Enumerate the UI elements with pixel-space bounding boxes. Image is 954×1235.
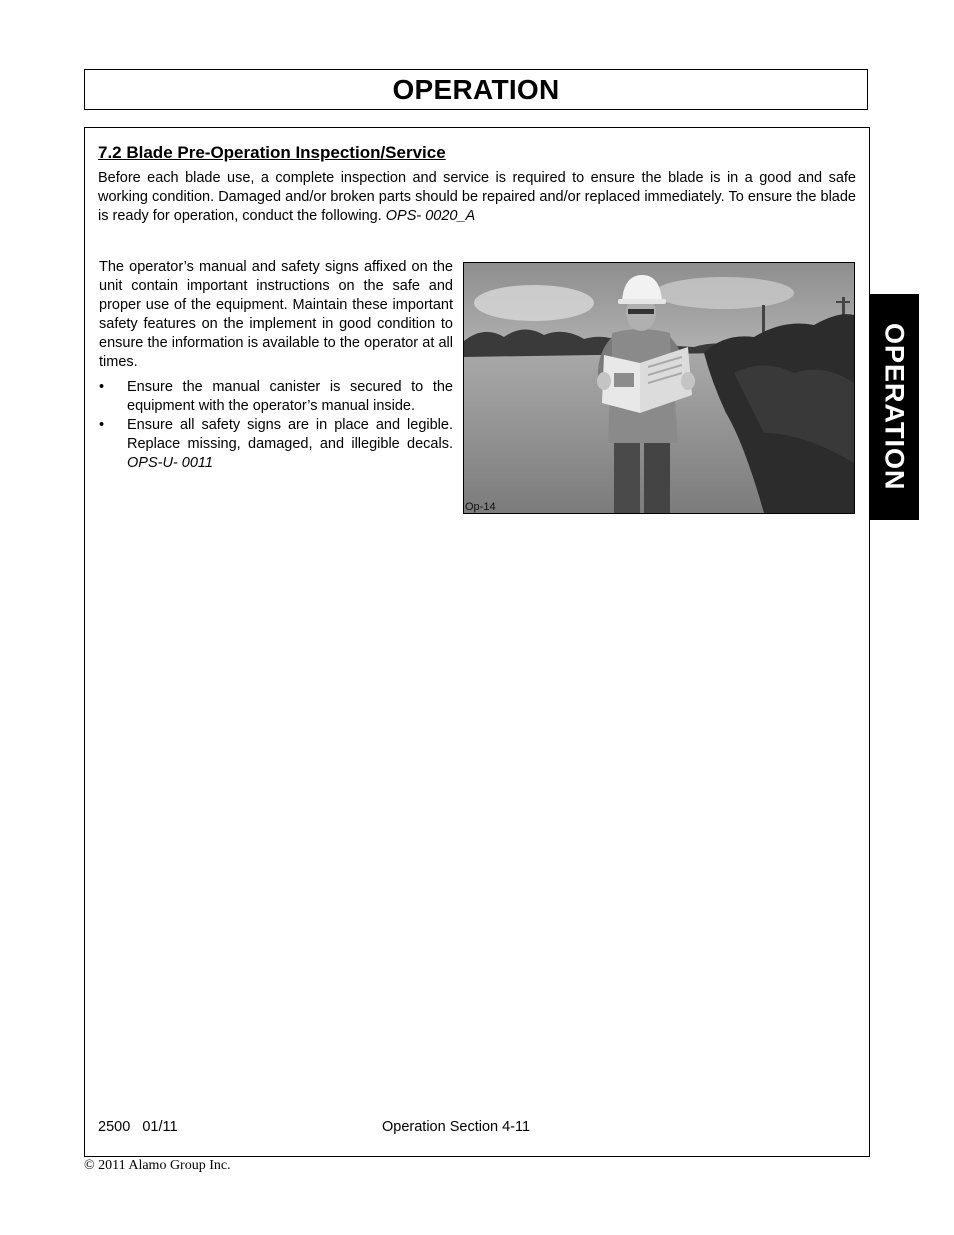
list-item (99, 378, 453, 416)
copyright-notice: © 2011 Alamo Group Inc. (84, 1158, 231, 1173)
intro-paragraph (98, 169, 856, 226)
bullet-reference-code: OPS-U- 0011 (127, 455, 213, 471)
side-tab-label: OPERATION (879, 323, 910, 491)
bullet-list (99, 378, 453, 473)
figure-label: Op-14 (465, 501, 496, 513)
page-header (84, 69, 868, 110)
page-title: OPERATION (392, 73, 560, 105)
body-paragraph: The operator’s manual and safety signs affixed on the unit contain important instructions on the safe and proper use of the equipment. Maintain these important safety features on the implement in good condition to ensure the information is available to the operator at all times. (99, 259, 453, 370)
footer-page-number: Operation Section 4-11 (382, 1119, 531, 1135)
list-item (99, 416, 453, 473)
bullet-text: Ensure the manual canister is secured to the equipment with the operator’s manual inside. (127, 379, 453, 414)
safety-instructions (99, 258, 453, 473)
bullet-icon: • (99, 379, 105, 395)
bullet-text: Ensure all safety signs are in place and legible. Replace missing, damaged, and illegible decals. (127, 417, 453, 452)
bullet-icon: • (99, 417, 105, 433)
side-tab (869, 294, 919, 520)
footer-model-date: 2500 01/11 (98, 1119, 178, 1135)
intro-reference-code: OPS- 0020_A (385, 208, 476, 224)
photo-illustration (464, 263, 854, 513)
operator-reading-manual-photo (463, 262, 855, 514)
section-heading: 7.2 Blade Pre-Operation Inspection/Service (98, 143, 446, 162)
intro-text: Before each blade use, a complete inspection and service is required to ensure the blade is in a good and safe working condition. Damaged and/or broken parts should be repaired and/or replaced immediately. To ensure the blade is ready for operation, conduct the following. (98, 170, 856, 224)
